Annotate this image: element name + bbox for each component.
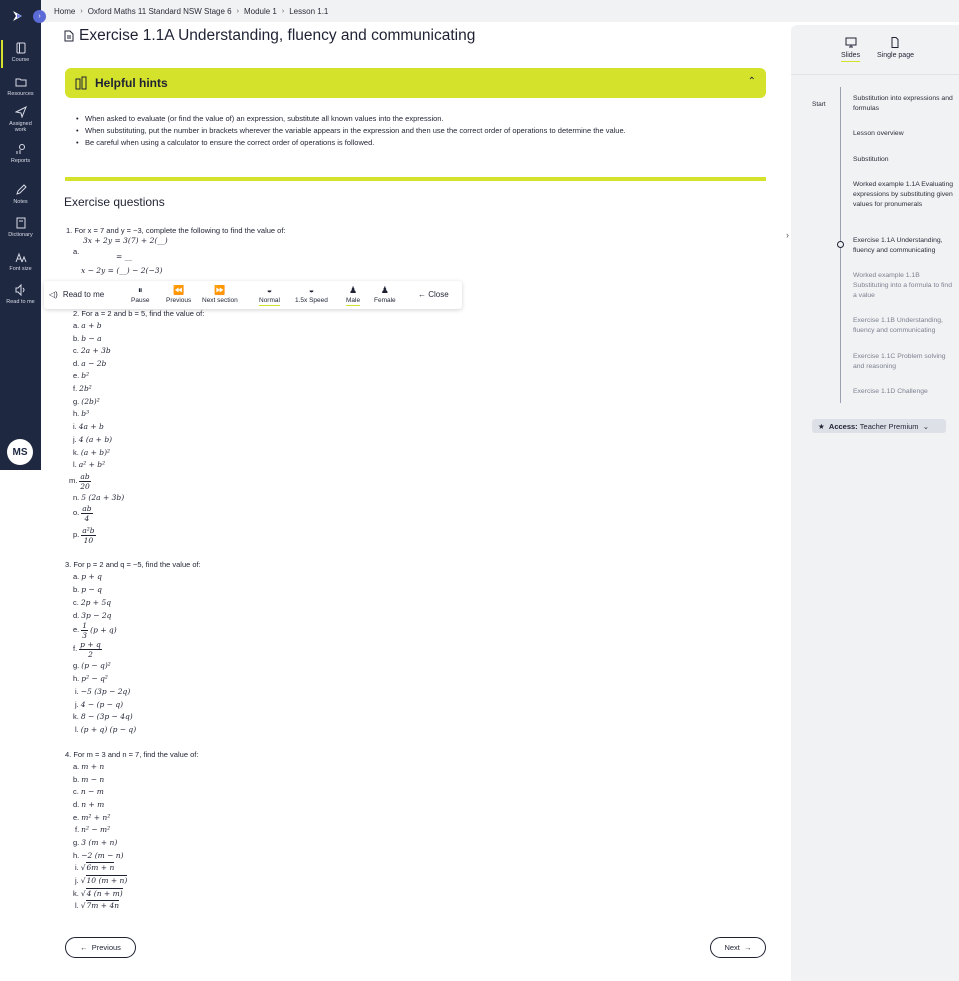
arrow-left-icon: ← bbox=[418, 290, 426, 299]
question-4-intro: 4. For m = 3 and n = 7, find the value of: bbox=[65, 750, 199, 759]
list-item: d. a − 2b bbox=[73, 359, 107, 368]
list-item: l. √7m + 4n bbox=[75, 901, 120, 910]
pause-label: Pause bbox=[131, 297, 150, 304]
list-item: k. 8 − (3p − 4q) bbox=[73, 712, 133, 721]
list-item: h. −2 (m − n) bbox=[73, 851, 124, 860]
tab-single-page[interactable] bbox=[877, 37, 914, 59]
chevron-right-icon: › bbox=[80, 7, 83, 15]
tab-slides-label: Slides bbox=[841, 52, 860, 62]
pencil-icon bbox=[15, 184, 27, 196]
previous-page-button[interactable] bbox=[65, 937, 136, 958]
male-voice-icon: ♟ bbox=[349, 285, 358, 295]
helpful-hints-header[interactable] bbox=[65, 68, 766, 98]
list-item: f. $\frac{p + q}{2}$ bbox=[73, 640, 101, 659]
page-icon bbox=[889, 37, 901, 48]
page-title-text: Exercise 1.1A Understanding, fluency and communicating bbox=[79, 27, 476, 44]
list-item: l. (p + q) (p − q) bbox=[75, 725, 137, 734]
tab-slides[interactable] bbox=[841, 37, 860, 59]
view-tabs bbox=[791, 25, 959, 75]
breadcrumb-home[interactable]: Home bbox=[54, 6, 76, 16]
list-item: e. m² + n² bbox=[73, 813, 111, 822]
read-to-me-button[interactable] bbox=[49, 290, 104, 299]
list-item: b. m − n bbox=[73, 775, 105, 784]
q1-b-line1: x − 2y = (__) − 2(−3) bbox=[81, 266, 163, 275]
list-item: e. $\frac{1}{3}$ (p + q) bbox=[73, 621, 117, 640]
list-item: a. a + b bbox=[73, 321, 102, 330]
hints-list bbox=[76, 113, 626, 149]
rewind-icon: ⏪ bbox=[173, 285, 185, 295]
list-item: b. p − q bbox=[73, 585, 102, 594]
male-label: Male bbox=[346, 297, 361, 304]
question-2-intro: 2. For a = 2 and b = 5, find the value of: bbox=[73, 309, 205, 318]
access-value: Teacher Premium bbox=[859, 421, 919, 431]
hint-item: • When substituting, put the number in brackets wherever the variable appears in the expression and then use the correct order of operations to determine the value. bbox=[76, 125, 626, 137]
question-3-intro: 3. For p = 2 and q = −5, find the value of: bbox=[65, 560, 201, 569]
toc-item[interactable]: Worked example 1.1A Evaluating expressions by substituting given values for pronumerals bbox=[853, 181, 953, 208]
sidebar-item-label: Dictionary bbox=[8, 232, 33, 238]
q1-a-line1: 3x + 2y = 3(7) + 2(__) bbox=[83, 236, 168, 245]
sidebar-item-reports[interactable] bbox=[0, 143, 41, 164]
star-icon: ★ bbox=[818, 421, 825, 431]
chevron-right-icon: › bbox=[236, 7, 239, 15]
question-1-intro: 1. For x = 7 and y = −3, complete the following to find the value of: bbox=[66, 226, 286, 235]
toc-current-marker bbox=[837, 241, 844, 248]
reports-icon bbox=[15, 143, 27, 155]
list-item: o. $\frac{ab}{4}$ bbox=[73, 504, 92, 523]
q1-a-line2: = __ bbox=[116, 252, 133, 261]
toc-item[interactable]: Worked example 1.1B Substituting into a formula to find a value bbox=[853, 272, 952, 299]
list-item: j. √10 (m + n) bbox=[75, 876, 128, 885]
list-item: j. 4 − (p − q) bbox=[75, 700, 124, 709]
lesson-navigation-panel bbox=[786, 25, 959, 981]
list-item: i. √6m + n bbox=[75, 863, 115, 872]
female-label: Female bbox=[374, 297, 396, 304]
sidebar-item-assigned-work[interactable] bbox=[0, 106, 41, 133]
female-voice-icon: ♟ bbox=[380, 285, 389, 295]
male-voice-button[interactable] bbox=[346, 285, 360, 306]
toc-item[interactable]: Exercise 1.1D Challenge bbox=[853, 388, 928, 395]
chevron-right-icon: › bbox=[281, 7, 285, 15]
sidebar-item-font-size[interactable] bbox=[0, 251, 41, 272]
speaker-icon bbox=[15, 284, 27, 296]
list-item: p. $\frac{\text{a²b}}{10}$ bbox=[73, 526, 95, 545]
toc-start-label: Start bbox=[812, 101, 826, 108]
toc-item[interactable]: Substitution bbox=[853, 156, 889, 163]
fast-forward-icon: ⏩ bbox=[214, 285, 226, 295]
sidebar-item-course[interactable] bbox=[0, 42, 41, 63]
list-item: c. 2a + 3b bbox=[73, 346, 111, 355]
sidebar-item-label: Resources bbox=[7, 91, 34, 97]
sidebar-item-notes[interactable] bbox=[0, 184, 41, 205]
speed-label: 1.5x Speed bbox=[295, 297, 328, 304]
breadcrumb bbox=[41, 0, 959, 22]
tab-single-page-label: Single page bbox=[877, 52, 914, 59]
chevron-right-icon[interactable]: › bbox=[786, 230, 789, 240]
list-item: g. (p − q)² bbox=[73, 661, 111, 670]
font-size-icon bbox=[15, 251, 27, 263]
toc-item[interactable]: Exercise 1.1C Problem solving and reasoning bbox=[853, 353, 946, 370]
list-item: f. 2b² bbox=[73, 384, 92, 393]
dictionary-icon bbox=[15, 217, 27, 229]
list-item: g. (2b)² bbox=[73, 397, 100, 406]
list-item: h. p² − q² bbox=[73, 674, 108, 683]
toc-item-current[interactable]: Exercise 1.1A Understanding, fluency and communicating bbox=[853, 237, 943, 254]
list-item: c. 2p + 5q bbox=[73, 598, 112, 607]
exercise-questions-heading: Exercise questions bbox=[64, 195, 165, 209]
document-icon bbox=[64, 30, 74, 42]
hints-icon bbox=[75, 76, 87, 90]
breadcrumb-course[interactable]: Oxford Maths 11 Standard NSW Stage 6 bbox=[87, 6, 232, 16]
list-item: c. n − m bbox=[73, 787, 104, 796]
toc-item[interactable]: Exercise 1.1B Understanding, fluency and communicating bbox=[853, 317, 943, 334]
sidebar-item-label: Assigned work bbox=[9, 121, 32, 133]
pause-icon: ⏸ bbox=[137, 285, 143, 295]
normal-label: Normal bbox=[259, 297, 280, 304]
access-label: Access: bbox=[828, 421, 858, 431]
expand-sidebar-button[interactable] bbox=[33, 10, 46, 23]
read-to-me-toolbar bbox=[44, 281, 462, 309]
previous-label: Previous bbox=[166, 297, 192, 304]
access-dropdown[interactable] bbox=[812, 419, 946, 433]
left-sidebar bbox=[0, 0, 41, 470]
normal-speed-button[interactable] bbox=[259, 285, 280, 306]
sidebar-item-label: Font size bbox=[9, 266, 32, 272]
book-icon bbox=[15, 42, 27, 54]
list-item: e. b² bbox=[73, 371, 90, 380]
list-item: m. $\frac{ab}{20}$ bbox=[69, 472, 90, 491]
sidebar-item-dictionary[interactable] bbox=[0, 217, 41, 238]
avatar[interactable]: MS bbox=[7, 439, 33, 465]
pause-button[interactable] bbox=[131, 285, 149, 304]
toc-item[interactable]: Lesson overview bbox=[853, 130, 904, 137]
hint-item: • Be careful when using a calculator to ensure the correct order of operations is followed. bbox=[76, 137, 626, 149]
next-page-button[interactable] bbox=[710, 937, 766, 958]
next-section-button[interactable] bbox=[202, 285, 238, 304]
close-read-to-me-button[interactable] bbox=[418, 290, 449, 299]
list-item: b. b − a bbox=[73, 334, 102, 343]
list-item: l. a² + b² bbox=[73, 460, 106, 469]
sidebar-item-label: Course bbox=[11, 57, 30, 63]
sidebar-item-label: Notes bbox=[13, 199, 28, 205]
hints-title: Helpful hints bbox=[95, 76, 168, 90]
hints-divider bbox=[65, 177, 766, 181]
list-item: n. 5 (2a + 3b) bbox=[73, 493, 125, 502]
app-logo-icon[interactable] bbox=[10, 8, 26, 24]
close-label: Close bbox=[428, 290, 449, 299]
list-item: g. 3 (m + n) bbox=[73, 838, 118, 847]
list-item: i. 4a + b bbox=[73, 422, 104, 431]
previous-button[interactable] bbox=[166, 285, 191, 304]
female-voice-button[interactable] bbox=[374, 285, 396, 304]
list-item: d. n + m bbox=[73, 800, 105, 809]
chevron-up-icon[interactable]: ⌃ bbox=[747, 76, 756, 87]
previous-page-label: Previous bbox=[91, 943, 121, 952]
hint-item: • When asked to evaluate (or find the value of) an expression, substitute all known values into the expression. bbox=[76, 113, 626, 125]
list-item: h. b³ bbox=[73, 409, 90, 418]
speaker-icon: ◁) bbox=[49, 290, 58, 299]
list-item: k. √4 (n + m) bbox=[73, 889, 123, 898]
chevron-right-icon: › bbox=[38, 13, 41, 20]
list-item: j. 4 (a + b) bbox=[73, 435, 113, 444]
speedometer-icon: ◒ bbox=[308, 285, 315, 295]
speedometer-icon: ◒ bbox=[266, 285, 273, 295]
list-item: i. −5 (3p − 2q) bbox=[75, 687, 131, 696]
list-item: a. p + q bbox=[73, 572, 102, 581]
sidebar-item-read-to-me[interactable] bbox=[0, 284, 41, 305]
monitor-icon bbox=[845, 37, 857, 48]
list-item: a. m + n bbox=[73, 762, 105, 771]
sidebar-item-label: Read to me bbox=[6, 299, 35, 305]
send-icon bbox=[15, 106, 27, 118]
fast-speed-button[interactable] bbox=[295, 285, 328, 304]
chevron-down-icon: ⌄ bbox=[922, 421, 930, 431]
folder-icon bbox=[15, 76, 27, 88]
toc-item[interactable]: Substitution into expressions and formulas bbox=[853, 95, 953, 112]
list-item: f. n² − m² bbox=[75, 825, 111, 834]
sidebar-item-label: Reports bbox=[10, 158, 31, 164]
read-to-me-label: Read to me bbox=[62, 290, 105, 299]
list-item: k. (a + b)² bbox=[73, 448, 111, 457]
breadcrumb-lesson: Lesson 1.1 bbox=[289, 6, 329, 16]
next-page-label: Next bbox=[724, 943, 740, 952]
next-section-label: Next section bbox=[202, 297, 238, 304]
arrow-right-icon: → bbox=[744, 943, 752, 952]
page-title bbox=[64, 27, 475, 45]
q1-a-label: a. bbox=[73, 247, 80, 256]
list-item: d. 3p − 2q bbox=[73, 611, 112, 620]
breadcrumb-module[interactable]: Module 1 bbox=[243, 6, 277, 16]
sidebar-item-resources[interactable] bbox=[0, 76, 41, 97]
arrow-left-icon: ← bbox=[80, 943, 88, 952]
